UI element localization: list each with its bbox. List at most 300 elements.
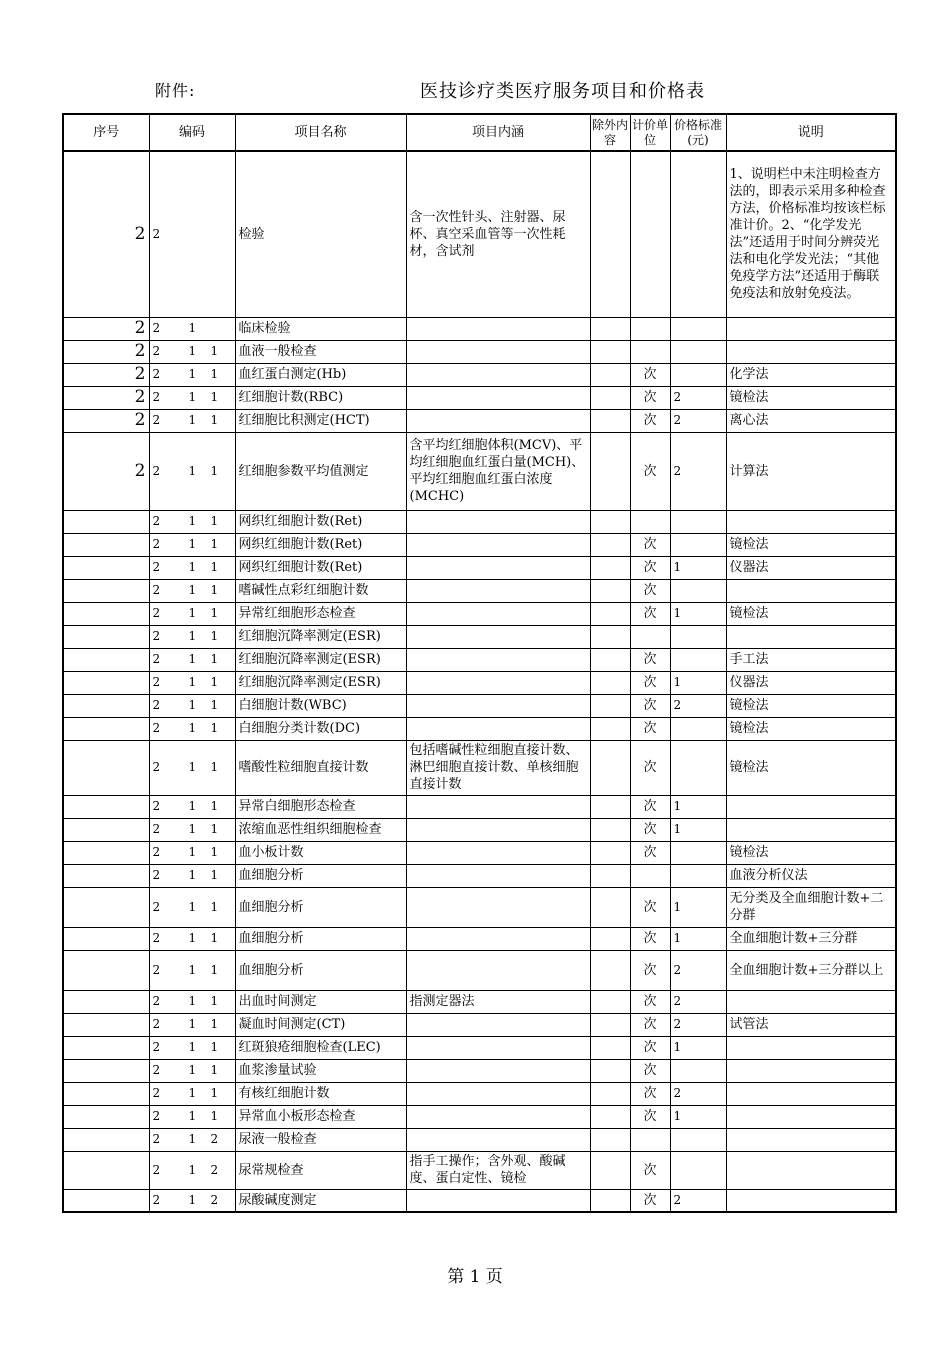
cell-unit: 次: [630, 1036, 670, 1059]
cell-unit: 次: [630, 363, 670, 386]
cell-excluded: [590, 1128, 630, 1151]
cell-excluded: [590, 887, 630, 927]
code-part: 1: [210, 822, 219, 836]
cell-content: [406, 386, 590, 409]
cell-code: [149, 386, 235, 409]
cell-excluded: [590, 740, 630, 795]
cell-price: 1: [670, 818, 726, 841]
cell-item-name: 凝血时间测定(CT): [235, 1013, 406, 1036]
table-row: [63, 864, 896, 887]
cell-excluded: [590, 1189, 630, 1212]
cell-unit: 次: [630, 1189, 670, 1212]
code-part: 1: [188, 1017, 197, 1031]
code-part: 1: [188, 367, 197, 381]
cell-note: 镜检法: [726, 533, 896, 556]
document-title: 医技诊疗类医疗服务项目和价格表: [420, 81, 705, 102]
cell-seq: [63, 990, 149, 1013]
code-part: 2: [210, 1132, 219, 1146]
cell-code: [149, 625, 235, 648]
code-part: 1: [188, 1162, 197, 1177]
cell-content: [406, 1082, 590, 1105]
cell-note: [726, 1105, 896, 1128]
code-part: 2: [152, 1086, 161, 1100]
cell-seq: 2: [63, 317, 149, 340]
cell-price: [670, 625, 726, 648]
cell-excluded: [590, 533, 630, 556]
code-part: 2: [152, 583, 161, 597]
cell-code: [149, 717, 235, 740]
cell-excluded: [590, 818, 630, 841]
code-part: 1: [188, 606, 197, 620]
cell-content: [406, 625, 590, 648]
code-part: 1: [210, 1086, 219, 1100]
cell-price: 2: [670, 950, 726, 990]
code-part: 2: [152, 629, 161, 643]
cell-price: 2: [670, 1082, 726, 1105]
cell-item-name: 白细胞分类计数(DC): [235, 717, 406, 740]
cell-note: [726, 625, 896, 648]
code-part: 1: [188, 560, 197, 574]
cell-seq: 2: [63, 151, 149, 317]
cell-unit: [630, 317, 670, 340]
code-part: 2: [152, 413, 161, 427]
code-part: 1: [188, 931, 197, 945]
cell-price: [670, 841, 726, 864]
table-row: [63, 1151, 896, 1189]
cell-seq: [63, 841, 149, 864]
cell-note: 仪器法: [726, 671, 896, 694]
table-row: [63, 887, 896, 927]
col-header-note: 说明: [726, 114, 896, 151]
cell-unit: 次: [630, 1151, 670, 1189]
table-row: [63, 841, 896, 864]
code-part: 2: [152, 962, 161, 977]
code-part: 1: [210, 675, 219, 689]
cell-seq: [63, 717, 149, 740]
cell-item-name: 检验: [235, 151, 406, 317]
code-part: 2: [152, 390, 161, 404]
code-part: 2: [152, 845, 161, 859]
table-row: [63, 1036, 896, 1059]
cell-price: [670, 648, 726, 671]
cell-note: [726, 1189, 896, 1212]
code-part: 2: [152, 994, 161, 1008]
code-part: 1: [188, 721, 197, 735]
code-part: 1: [210, 799, 219, 813]
cell-price: 2: [670, 386, 726, 409]
cell-code: [149, 648, 235, 671]
cell-code: [149, 841, 235, 864]
code-part: 1: [188, 799, 197, 813]
cell-content: 包括嗜碱性粒细胞直接计数、淋巴细胞直接计数、单核细胞直接计数: [406, 740, 590, 795]
cell-item-name: 血细胞分析: [235, 927, 406, 950]
code-part: 2: [152, 463, 161, 478]
cell-item-name: 网织红细胞计数(Ret): [235, 533, 406, 556]
table-row: [63, 340, 896, 363]
cell-unit: 次: [630, 1082, 670, 1105]
cell-content: [406, 795, 590, 818]
cell-content: [406, 533, 590, 556]
code-part: 1: [210, 583, 219, 597]
cell-price: 2: [670, 990, 726, 1013]
code-part: 2: [210, 1192, 219, 1207]
table-row: [63, 363, 896, 386]
code-part: 1: [188, 390, 197, 404]
cell-unit: 次: [630, 671, 670, 694]
cell-note: [726, 1082, 896, 1105]
cell-code: [149, 1128, 235, 1151]
cell-unit: 次: [630, 694, 670, 717]
cell-seq: 2: [63, 386, 149, 409]
cell-seq: [63, 818, 149, 841]
cell-item-name: 血细胞分析: [235, 887, 406, 927]
cell-price: [670, 533, 726, 556]
cell-unit: [630, 625, 670, 648]
cell-content: [406, 1105, 590, 1128]
cell-content: [406, 950, 590, 990]
cell-content: 含平均红细胞体积(MCV)、平均红细胞血红蛋白量(MCH)、平均红细胞血红蛋白浓度(MCHC): [406, 432, 590, 510]
cell-note: [726, 1036, 896, 1059]
cell-excluded: [590, 409, 630, 432]
code-part: 1: [188, 463, 197, 478]
cell-unit: 次: [630, 648, 670, 671]
cell-code: [149, 510, 235, 533]
cell-item-name: 血细胞分析: [235, 950, 406, 990]
cell-item-name: 红细胞比积测定(HCT): [235, 409, 406, 432]
cell-price: 2: [670, 1013, 726, 1036]
table-row: [63, 1128, 896, 1151]
cell-code: [149, 818, 235, 841]
cell-seq: 2: [63, 432, 149, 510]
cell-item-name: 血细胞分析: [235, 864, 406, 887]
code-part: 1: [188, 845, 197, 859]
code-part: 1: [188, 962, 197, 977]
cell-content: 指测定器法: [406, 990, 590, 1013]
table-row: [63, 740, 896, 795]
code-part: 1: [210, 962, 219, 977]
code-part: 1: [188, 899, 197, 914]
cell-price: [670, 864, 726, 887]
cell-item-name: 红细胞参数平均值测定: [235, 432, 406, 510]
cell-content: [406, 887, 590, 927]
cell-note: 全血细胞计数+三分群: [726, 927, 896, 950]
cell-content: [406, 694, 590, 717]
cell-code: [149, 927, 235, 950]
cell-unit: [630, 510, 670, 533]
cell-item-name: 血小板计数: [235, 841, 406, 864]
code-part: 2: [152, 514, 161, 528]
table-row: [63, 648, 896, 671]
cell-content: [406, 648, 590, 671]
table-row: [63, 818, 896, 841]
cell-item-name: 红细胞沉降率测定(ESR): [235, 671, 406, 694]
code-part: 2: [152, 899, 161, 914]
code-part: 2: [152, 760, 161, 774]
code-part: 1: [210, 760, 219, 774]
cell-unit: 次: [630, 556, 670, 579]
cell-note: 血液分析仪法: [726, 864, 896, 887]
cell-seq: [63, 927, 149, 950]
cell-note: [726, 510, 896, 533]
cell-note: 试管法: [726, 1013, 896, 1036]
cell-seq: [63, 602, 149, 625]
code-part: 1: [210, 1063, 219, 1077]
code-part: 1: [188, 514, 197, 528]
cell-excluded: [590, 556, 630, 579]
code-part: 1: [210, 1040, 219, 1054]
cell-note: 镜检法: [726, 386, 896, 409]
cell-excluded: [590, 841, 630, 864]
code-part: 1: [188, 822, 197, 836]
code-part: 1: [210, 629, 219, 643]
cell-unit: 次: [630, 841, 670, 864]
code-part: 2: [152, 931, 161, 945]
cell-note: [726, 317, 896, 340]
code-part: 1: [210, 994, 219, 1008]
cell-seq: [63, 579, 149, 602]
cell-note: 镜检法: [726, 740, 896, 795]
cell-price: 1: [670, 556, 726, 579]
code-part: 1: [188, 321, 197, 335]
cell-code: [149, 1082, 235, 1105]
cell-code: [149, 409, 235, 432]
code-part: 1: [210, 413, 219, 427]
cell-seq: [63, 1036, 149, 1059]
table-row: [63, 386, 896, 409]
table-row: [63, 151, 896, 317]
cell-price: [670, 317, 726, 340]
col-header-content: 项目内涵: [406, 114, 590, 151]
cell-item-name: 异常红细胞形态检查: [235, 602, 406, 625]
cell-unit: 次: [630, 579, 670, 602]
cell-code: [149, 1036, 235, 1059]
cell-seq: [63, 625, 149, 648]
code-part: 2: [152, 822, 161, 836]
cell-seq: [63, 1013, 149, 1036]
cell-excluded: [590, 1059, 630, 1082]
cell-note: 计算法: [726, 432, 896, 510]
code-part: 1: [188, 868, 197, 882]
cell-note: 1、说明栏中未注明检查方法的，即表示采用多种检查方法，价格标准均按该栏标准计价。2、“化学发光法”还适用于时间分辨荧光法和电化学发光法；“其他免疫学方法”还适用于酶联免疫法和放射免疫法。: [726, 151, 896, 317]
page-number: 第 1 页: [447, 1267, 503, 1287]
col-header-unit: 计价单位: [630, 114, 670, 151]
cell-item-name: 血红蛋白测定(Hb): [235, 363, 406, 386]
cell-code: [149, 887, 235, 927]
table-row: [63, 1189, 896, 1212]
code-part: 1: [188, 1063, 197, 1077]
table-body: [63, 151, 896, 1212]
cell-seq: [63, 1059, 149, 1082]
cell-content: [406, 556, 590, 579]
cell-code: [149, 990, 235, 1013]
table-row: [63, 510, 896, 533]
cell-price: [670, 510, 726, 533]
cell-unit: [630, 340, 670, 363]
cell-seq: [63, 864, 149, 887]
code-part: 1: [188, 994, 197, 1008]
code-part: 1: [210, 367, 219, 381]
table-row: [63, 1013, 896, 1036]
code-part: 1: [210, 606, 219, 620]
code-part: 2: [152, 652, 161, 666]
cell-item-name: 网织红细胞计数(Ret): [235, 510, 406, 533]
cell-content: [406, 927, 590, 950]
cell-item-name: 嗜碱性点彩红细胞计数: [235, 579, 406, 602]
cell-note: [726, 1151, 896, 1189]
code-part: 1: [188, 652, 197, 666]
cell-seq: [63, 671, 149, 694]
cell-item-name: 尿酸碱度测定: [235, 1189, 406, 1212]
cell-code: [149, 602, 235, 625]
code-part: 1: [210, 1109, 219, 1123]
cell-seq: [63, 533, 149, 556]
cell-content: [406, 1059, 590, 1082]
code-part: 2: [152, 675, 161, 689]
cell-note: [726, 1059, 896, 1082]
cell-seq: [63, 648, 149, 671]
table-row: [63, 533, 896, 556]
cell-item-name: 嗜酸性粒细胞直接计数: [235, 740, 406, 795]
cell-price: 1: [670, 1105, 726, 1128]
cell-content: [406, 818, 590, 841]
cell-unit: 次: [630, 717, 670, 740]
cell-price: [670, 717, 726, 740]
cell-item-name: 有核红细胞计数: [235, 1082, 406, 1105]
cell-price: 1: [670, 887, 726, 927]
code-part: 1: [210, 899, 219, 914]
cell-seq: [63, 510, 149, 533]
cell-code: [149, 1151, 235, 1189]
cell-price: 1: [670, 602, 726, 625]
table-row: [63, 602, 896, 625]
table-row: [63, 317, 896, 340]
cell-code: [149, 317, 235, 340]
code-part: 2: [152, 868, 161, 882]
cell-code: [149, 1105, 235, 1128]
cell-seq: 2: [63, 363, 149, 386]
cell-seq: [63, 556, 149, 579]
table-row: [63, 625, 896, 648]
code-part: 1: [188, 698, 197, 712]
cell-note: [726, 818, 896, 841]
cell-price: [670, 340, 726, 363]
cell-code: [149, 795, 235, 818]
cell-item-name: 尿常规检查: [235, 1151, 406, 1189]
cell-excluded: [590, 432, 630, 510]
cell-excluded: [590, 363, 630, 386]
code-part: 1: [188, 1086, 197, 1100]
cell-unit: [630, 864, 670, 887]
cell-content: [406, 864, 590, 887]
code-part: 1: [210, 931, 219, 945]
cell-content: [406, 317, 590, 340]
cell-content: [406, 510, 590, 533]
cell-price: [670, 740, 726, 795]
code-part: 2: [152, 698, 161, 712]
cell-seq: [63, 1189, 149, 1212]
cell-price: 1: [670, 927, 726, 950]
cell-item-name: 浓缩血恶性组织细胞检查: [235, 818, 406, 841]
cell-price: [670, 1059, 726, 1082]
code-part: 2: [152, 606, 161, 620]
code-part: 1: [210, 868, 219, 882]
cell-excluded: [590, 602, 630, 625]
code-part: 2: [152, 226, 161, 241]
cell-code: [149, 151, 235, 317]
cell-seq: [63, 694, 149, 717]
code-part: 1: [210, 463, 219, 478]
code-part: 1: [188, 537, 197, 551]
cell-excluded: [590, 386, 630, 409]
code-part: 2: [152, 1132, 161, 1146]
code-part: 1: [210, 721, 219, 735]
cell-excluded: [590, 648, 630, 671]
code-part: 1: [188, 1040, 197, 1054]
code-part: 1: [188, 1132, 197, 1146]
cell-note: 仪器法: [726, 556, 896, 579]
cell-excluded: [590, 1151, 630, 1189]
code-part: 2: [152, 721, 161, 735]
cell-excluded: [590, 671, 630, 694]
cell-note: [726, 340, 896, 363]
table-row: [63, 1082, 896, 1105]
code-part: 1: [210, 1017, 219, 1031]
cell-excluded: [590, 510, 630, 533]
cell-note: 镜检法: [726, 602, 896, 625]
cell-excluded: [590, 625, 630, 648]
cell-unit: 次: [630, 386, 670, 409]
cell-excluded: [590, 927, 630, 950]
table-row: [63, 927, 896, 950]
cell-item-name: 异常白细胞形态检查: [235, 795, 406, 818]
code-part: 1: [188, 344, 197, 358]
cell-price: [670, 363, 726, 386]
cell-unit: 次: [630, 887, 670, 927]
code-part: 2: [152, 537, 161, 551]
cell-item-name: 出血时间测定: [235, 990, 406, 1013]
code-part: 1: [188, 1109, 197, 1123]
cell-seq: [63, 740, 149, 795]
cell-seq: [63, 1128, 149, 1151]
table-row: [63, 432, 896, 510]
cell-price: 2: [670, 1189, 726, 1212]
cell-item-name: 红斑狼疮细胞检查(LEC): [235, 1036, 406, 1059]
code-part: 1: [210, 560, 219, 574]
code-part: 2: [152, 321, 161, 335]
cell-price: 1: [670, 795, 726, 818]
cell-note: [726, 795, 896, 818]
code-part: 2: [152, 799, 161, 813]
cell-unit: 次: [630, 533, 670, 556]
cell-content: [406, 363, 590, 386]
cell-excluded: [590, 864, 630, 887]
cell-note: 镜检法: [726, 717, 896, 740]
cell-code: [149, 533, 235, 556]
cell-excluded: [590, 1105, 630, 1128]
code-part: 1: [210, 537, 219, 551]
cell-content: 指手工操作；含外观、酸碱度、蛋白定性、镜检: [406, 1151, 590, 1189]
cell-unit: 次: [630, 602, 670, 625]
cell-item-name: 红细胞计数(RBC): [235, 386, 406, 409]
cell-content: [406, 1189, 590, 1212]
cell-content: [406, 409, 590, 432]
col-header-seq: 序号: [63, 114, 149, 151]
code-part: 1: [210, 698, 219, 712]
table-row: [63, 671, 896, 694]
code-part: 1: [188, 413, 197, 427]
cell-excluded: [590, 579, 630, 602]
code-part: 1: [210, 390, 219, 404]
